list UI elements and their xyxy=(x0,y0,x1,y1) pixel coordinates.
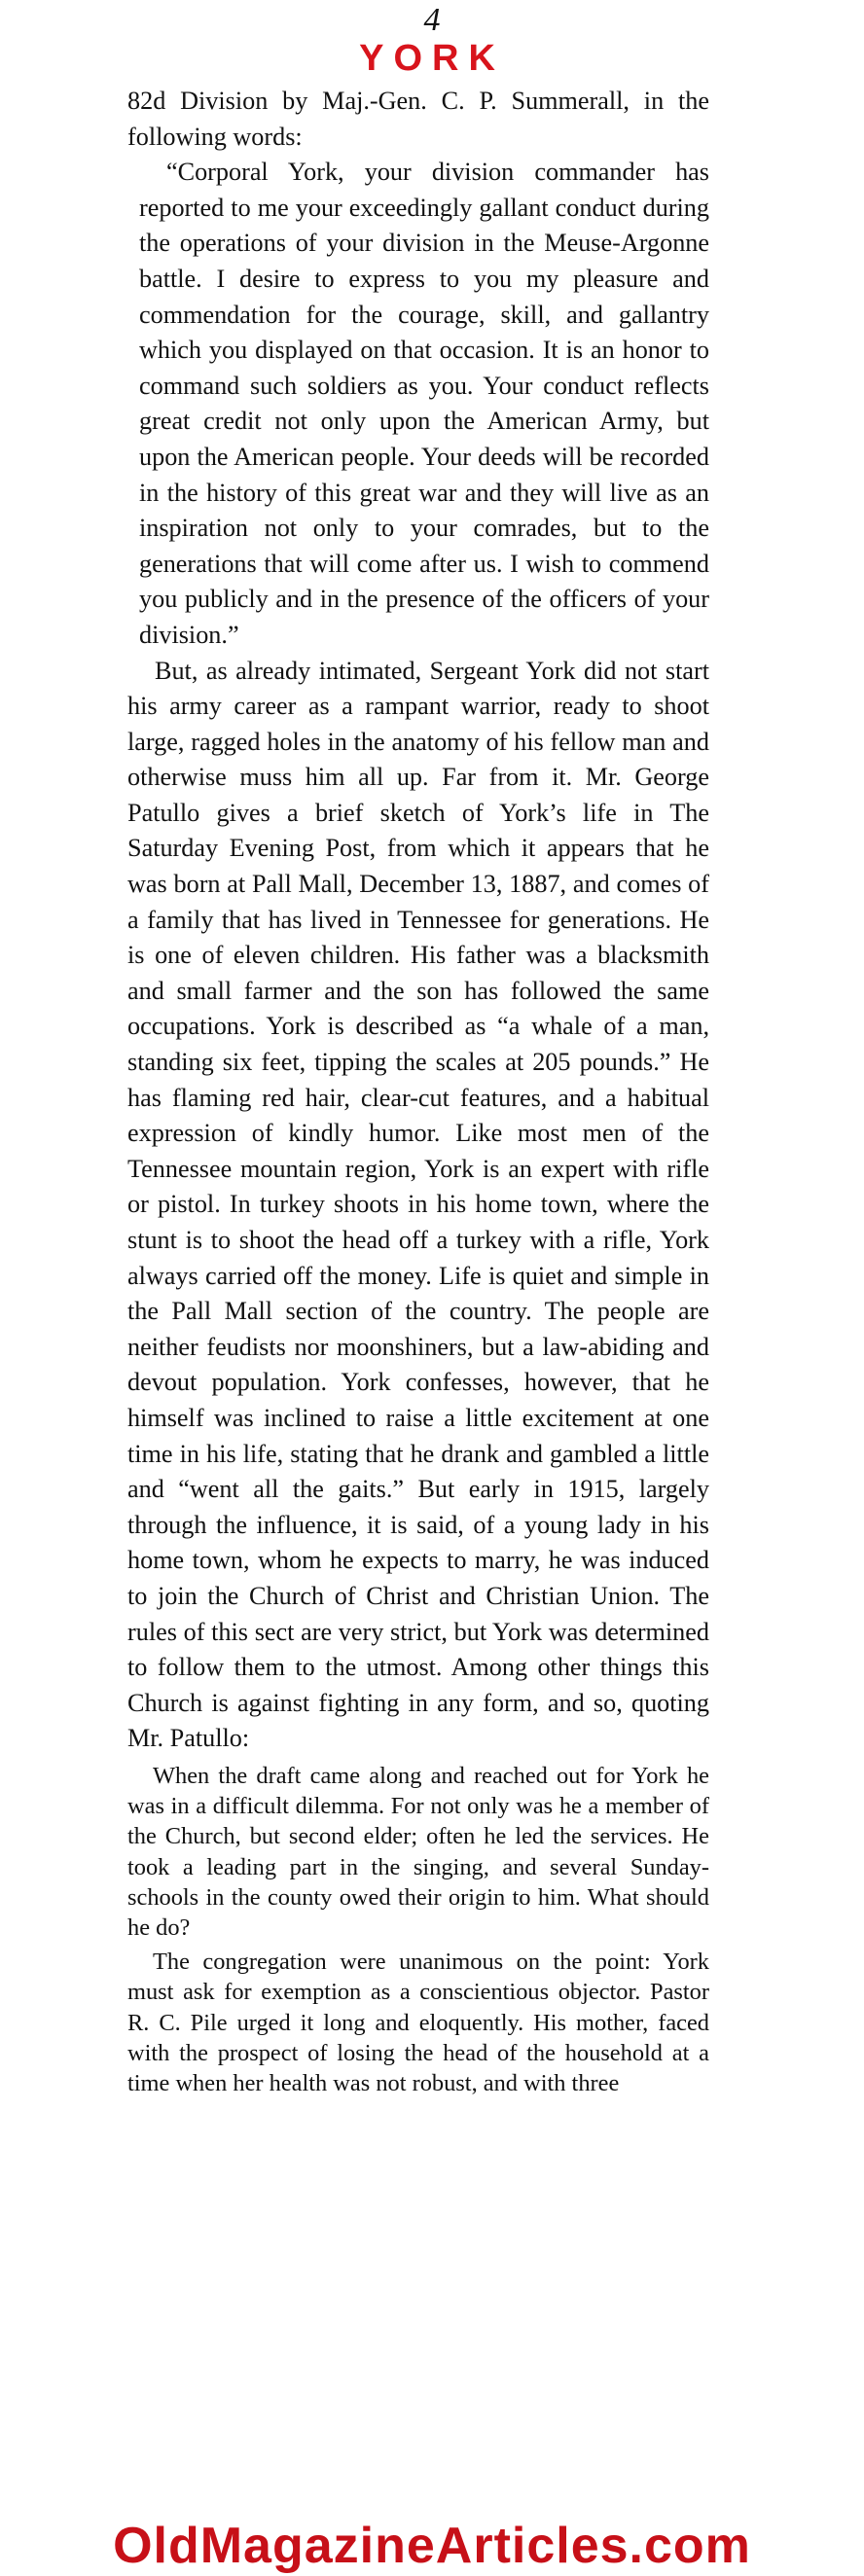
page-number: 4 xyxy=(423,2,441,38)
article-quotation: “Corporal York, your division commander has reported to me your exceedingly gallant conduct during the operations of your division in the Meuse-Argonne battle. I desire to express to you my pleasure and commendation for the courage, skill, and gallantry which you displayed on that occasion. It is an honor to command such soldiers as you. Your conduct reflects great credit not only upon the American Army, but upon the American people. Your deeds will be recorded in the history of this great war and they will live as an inspiration not only to your comrades, but to the generations that will come after us. I wish to commend you publicly and in the presence of the officers of your division.” xyxy=(139,158,709,649)
article-body xyxy=(127,84,709,2098)
article-paragraph: 82d Division by Maj.-Gen. C. P. Summerall, in the following words: xyxy=(127,87,709,151)
extract-paragraph: The congregation were unanimous on the point: York must ask for exemption as a conscientious objector. Pastor R. C. Pile urged it long and eloquently. His mother, faced with the prospect of losing the head of the household at a time when her health was not robust, and with three xyxy=(127,1949,709,2096)
source-watermark: OldMagazineArticles.com xyxy=(113,2518,751,2574)
article-paragraph: But, as already intimated, Sergeant York did not start his army career as a rampant warrior, ready to shoot large, ragged holes in the anatomy of his fellow man and otherwise muss him all up. Far from it. Mr. George Patullo gives a brief sketch of York’s life in The Saturday Evening Post, from which it appears that he was born at Pall Mall, December 13, 1887, and comes of a family that has lived in Tennessee for generations. He is one of eleven children. His father was a blacksmith and small farmer and the son has followed the same occupations. York is described as “a whale of a man, standing six feet, tipping the scales at 205 pounds.” He has flaming red hair, clear-cut features, and a habitual expression of kindly humor. Like most men of the Tennessee mountain region, York is an expert with rifle or pistol. In turkey shoots in his home town, where the stunt is to shoot the head off a turkey with a rifle, York always carried off the money. Life is quiet and simple in the Pall Mall section of the country. The people are neither feudists nor moonshiners, but a law-abiding and devout population. York confesses, however, that he himself was inclined to raise a little excitement at one time in his life, stating that he drank and gambled a little and “went all the gaits.” But early in 1915, largely through the influence, it is said, of a young lady in his home town, whom he expects to marry, he was induced to join the Church of Christ and Christian Union. The rules of this sect are very strict, but York was determined to follow them to the utmost. Among other things this Church is against fighting in any form, and so, quoting Mr. Patullo: xyxy=(127,656,709,1753)
quoted-extract xyxy=(127,1761,709,2098)
extract-paragraph: When the draft came along and reached out for York he was in a difficult dilemma. For not only was he a member of the Church, but second elder; often he led the services. He took a leading part in the singing, and several Sunday-schools in the county owed their origin to him. What should he do? xyxy=(127,1762,709,1941)
running-head: YORK xyxy=(359,38,505,79)
